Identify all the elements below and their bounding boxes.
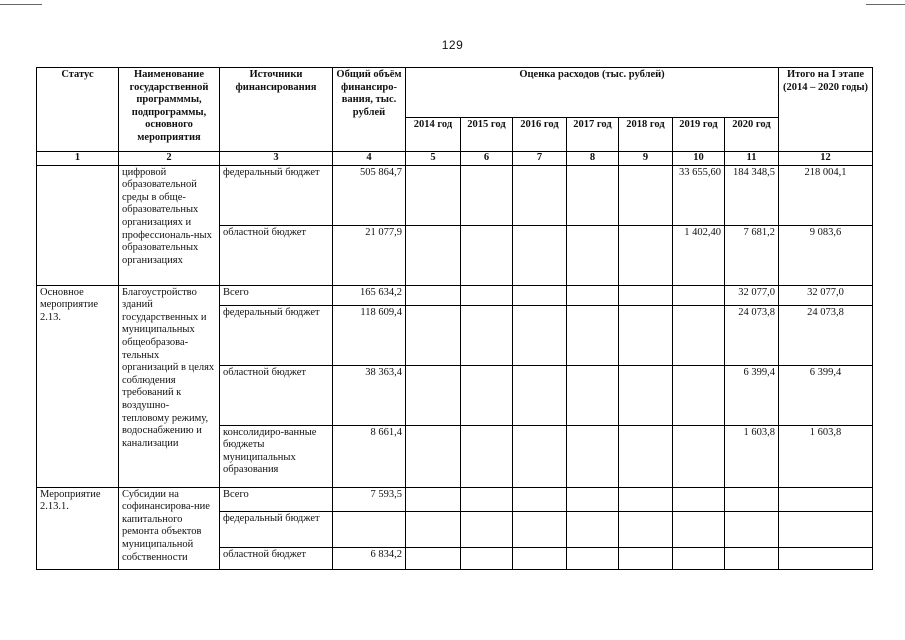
row-stage-total: 24 073,8 <box>779 305 873 365</box>
row-stage-total: 1 603,8 <box>779 425 873 487</box>
row-value-2014 <box>406 165 461 225</box>
row-value-2016 <box>513 511 567 547</box>
row-stage-total <box>779 547 873 569</box>
row-value-2018 <box>619 365 673 425</box>
column-number: 11 <box>725 152 779 166</box>
row-total: 8 661,4 <box>333 425 406 487</box>
row-source: федеральный бюджет <box>220 165 333 225</box>
row-source: консолидиро-ванные бюджеты муниципальных образования <box>220 425 333 487</box>
column-number: 8 <box>567 152 619 166</box>
row-value-2015 <box>461 487 513 511</box>
row-value-2015 <box>461 547 513 569</box>
column-number: 1 <box>37 152 119 166</box>
row-value-2019 <box>673 365 725 425</box>
row-value-2017 <box>567 511 619 547</box>
row-value-2014 <box>406 305 461 365</box>
row-value-2019: 1 402,40 <box>673 225 725 285</box>
row-total: 118 609,4 <box>333 305 406 365</box>
row-value-2020: 6 399,4 <box>725 365 779 425</box>
header-expenses-group: Оценка расходов (тыс. рублей) <box>406 68 779 118</box>
row-value-2018 <box>619 487 673 511</box>
row-stage-total <box>779 487 873 511</box>
row-value-2016 <box>513 305 567 365</box>
column-number: 4 <box>333 152 406 166</box>
row-total: 21 077,9 <box>333 225 406 285</box>
header-name: Наименование государственной программмы, подпрограммы, основного мероприятия <box>119 68 220 152</box>
row-status: Мероприятие 2.13.1. <box>37 487 119 569</box>
row-value-2020: 24 073,8 <box>725 305 779 365</box>
row-value-2014 <box>406 225 461 285</box>
header-year-2019: 2019 год <box>673 118 725 152</box>
row-value-2019 <box>673 547 725 569</box>
top-right-scan-line <box>866 4 905 5</box>
row-value-2014 <box>406 425 461 487</box>
row-stage-total <box>779 511 873 547</box>
row-stage-total: 32 077,0 <box>779 285 873 305</box>
row-total: 505 864,7 <box>333 165 406 225</box>
row-value-2015 <box>461 305 513 365</box>
row-name: Благоустройство зданий государственных и муниципальных общеобразова-тельных организаций в целях соблюдения требований к воздушно-тепловому режиму, водоснабжению и канализации <box>119 285 220 487</box>
row-value-2020: 32 077,0 <box>725 285 779 305</box>
row-value-2018 <box>619 305 673 365</box>
row-value-2019 <box>673 305 725 365</box>
row-value-2015 <box>461 165 513 225</box>
column-number: 9 <box>619 152 673 166</box>
column-number: 6 <box>461 152 513 166</box>
column-number-row <box>37 152 873 166</box>
table-row <box>37 285 873 305</box>
row-source: областной бюджет <box>220 365 333 425</box>
column-number: 3 <box>220 152 333 166</box>
row-value-2019 <box>673 285 725 305</box>
row-value-2018 <box>619 285 673 305</box>
row-source: федеральный бюджет <box>220 305 333 365</box>
row-value-2016 <box>513 487 567 511</box>
column-number: 2 <box>119 152 220 166</box>
row-value-2015 <box>461 225 513 285</box>
row-value-2019 <box>673 487 725 511</box>
row-value-2017 <box>567 165 619 225</box>
header-year-2018: 2018 год <box>619 118 673 152</box>
row-value-2018 <box>619 511 673 547</box>
row-value-2016 <box>513 547 567 569</box>
row-stage-total: 9 083,6 <box>779 225 873 285</box>
row-value-2014 <box>406 487 461 511</box>
page-number: 129 <box>441 38 464 52</box>
row-value-2020: 7 681,2 <box>725 225 779 285</box>
row-stage-total: 6 399,4 <box>779 365 873 425</box>
row-total: 6 834,2 <box>333 547 406 569</box>
row-source: областной бюджет <box>220 547 333 569</box>
row-source: Всего <box>220 285 333 305</box>
row-total: 38 363,4 <box>333 365 406 425</box>
row-status: Основное мероприятие 2.13. <box>37 285 119 487</box>
row-value-2020: 1 603,8 <box>725 425 779 487</box>
header-year-2016: 2016 год <box>513 118 567 152</box>
row-value-2014 <box>406 511 461 547</box>
row-value-2017 <box>567 547 619 569</box>
row-value-2016 <box>513 425 567 487</box>
row-value-2016 <box>513 365 567 425</box>
row-value-2016 <box>513 285 567 305</box>
row-value-2017 <box>567 425 619 487</box>
row-value-2019 <box>673 511 725 547</box>
row-value-2017 <box>567 305 619 365</box>
row-value-2016 <box>513 165 567 225</box>
header-year-2017: 2017 год <box>567 118 619 152</box>
row-value-2019 <box>673 425 725 487</box>
row-source: Всего <box>220 487 333 511</box>
row-name: цифровой образовательной среды в обще-образовательных организациях и профессиональ-ных образовательных организациях <box>119 165 220 285</box>
table-row <box>37 165 873 225</box>
row-total <box>333 511 406 547</box>
row-value-2018 <box>619 165 673 225</box>
header-sources: Источники финансирования <box>220 68 333 152</box>
row-source: областной бюджет <box>220 225 333 285</box>
row-stage-total: 218 004,1 <box>779 165 873 225</box>
row-value-2019: 33 655,60 <box>673 165 725 225</box>
row-value-2014 <box>406 365 461 425</box>
row-value-2020: 184 348,5 <box>725 165 779 225</box>
row-value-2015 <box>461 425 513 487</box>
row-source: федеральный бюджет <box>220 511 333 547</box>
column-number: 7 <box>513 152 567 166</box>
row-value-2015 <box>461 285 513 305</box>
row-value-2015 <box>461 365 513 425</box>
row-value-2014 <box>406 285 461 305</box>
row-name: Субсидии на софинансирова-ние капитального ремонта объектов муниципальной собственности <box>119 487 220 569</box>
header-year-2015: 2015 год <box>461 118 513 152</box>
row-value-2018 <box>619 425 673 487</box>
row-value-2017 <box>567 487 619 511</box>
row-value-2018 <box>619 225 673 285</box>
header-year-2020: 2020 год <box>725 118 779 152</box>
row-value-2017 <box>567 225 619 285</box>
column-number: 5 <box>406 152 461 166</box>
row-value-2017 <box>567 365 619 425</box>
budget-table <box>36 67 873 570</box>
row-value-2017 <box>567 285 619 305</box>
row-value-2016 <box>513 225 567 285</box>
row-value-2018 <box>619 547 673 569</box>
header-year-2014: 2014 год <box>406 118 461 152</box>
row-value-2020 <box>725 511 779 547</box>
row-status <box>37 165 119 285</box>
column-number: 10 <box>673 152 725 166</box>
header-total-volume: Общий объём финансиро-вания, тыс. рублей <box>333 68 406 152</box>
top-left-scan-line <box>0 4 42 5</box>
table-row <box>37 487 873 511</box>
row-value-2020 <box>725 487 779 511</box>
row-value-2015 <box>461 511 513 547</box>
column-number: 12 <box>779 152 873 166</box>
row-value-2020 <box>725 547 779 569</box>
row-value-2014 <box>406 547 461 569</box>
row-total: 165 634,2 <box>333 285 406 305</box>
header-status: Статус <box>37 68 119 152</box>
row-total: 7 593,5 <box>333 487 406 511</box>
header-stage-total: Итого на I этапе (2014 – 2020 годы) <box>779 68 873 152</box>
